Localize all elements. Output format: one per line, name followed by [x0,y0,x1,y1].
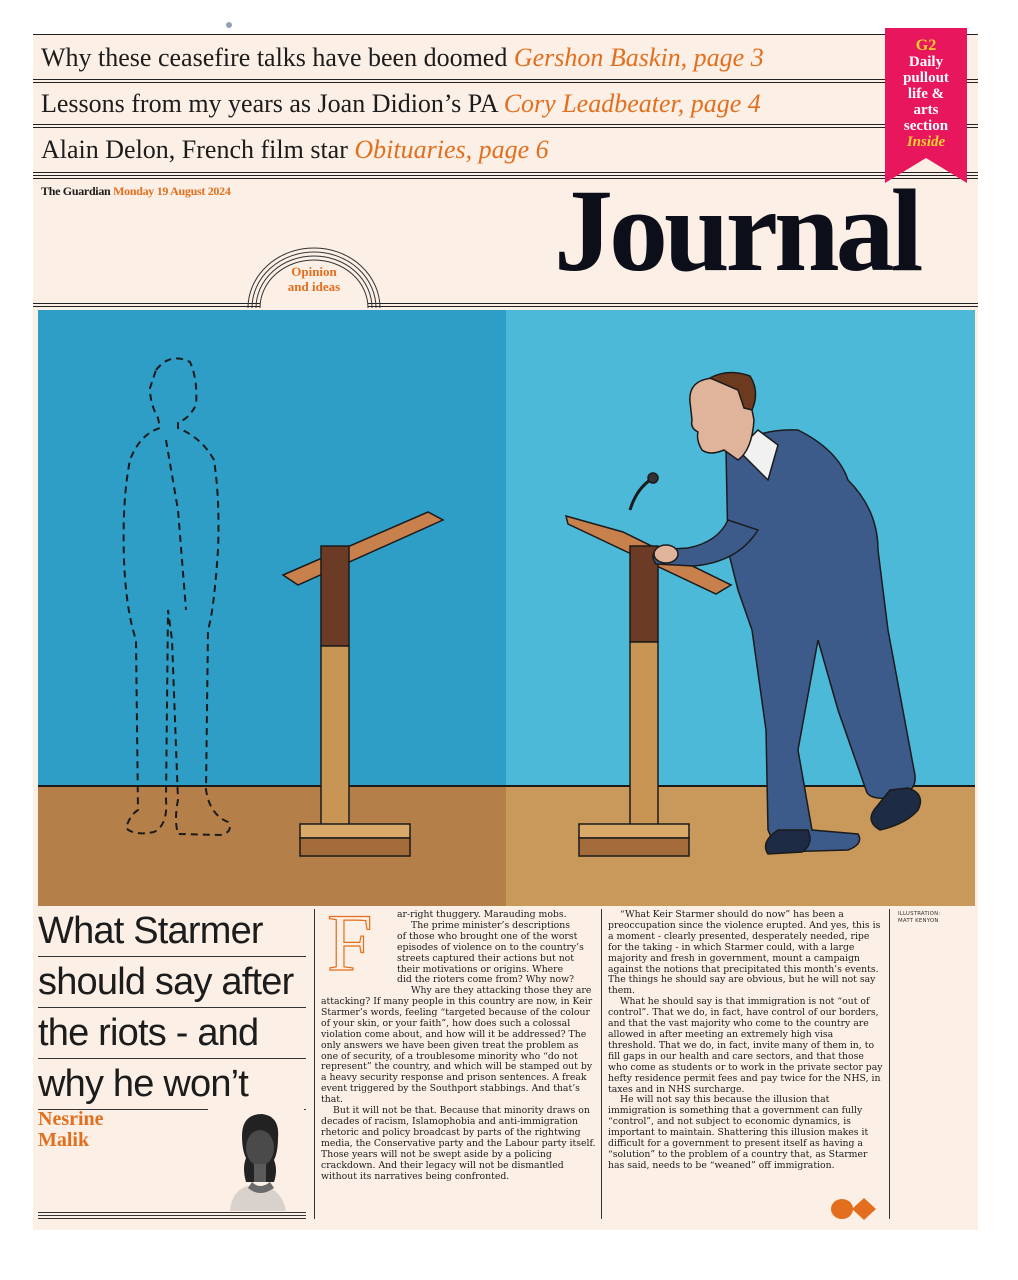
headline-bottom-rules [38,1212,306,1221]
masthead-meta [41,184,231,199]
byline[interactable] [38,1109,158,1151]
ribbon-line: pullout [903,70,949,86]
headline[interactable] [38,906,306,1110]
headline-line: why he won’t [38,1059,306,1110]
teaser-ceasefire[interactable] [41,43,764,73]
paragraph: But it will not be that. Because that minority draws on decades of racism, Islamophobia and anti-immigration rhetoric and policy broadcast by parts of the rightwing media, the Conservative party and the Labour party itself. Those years will not be swept aside by a policing crackdown. And their legacy will not be dismantled without its narratives being confronted. [321,1105,596,1182]
dropcap-line: did the rioters come from? Why now? [397,974,575,986]
column-rule [314,909,315,1219]
teaser-didion[interactable] [41,89,761,119]
teaser-highlight: Cory Leadbeater, page 4 [503,89,761,118]
teaser-highlight: Gershon Baskin, page 3 [513,43,764,72]
ribbon-line: arts [913,102,939,118]
dropcap-line: ar-right thuggery. Marauding mobs. [397,909,567,920]
paragraph: “What Keir Starmer should do now” has been a preoccupation since the violence erupted. And yes, this is a moment - clearly presented, desperately needed, ripe for the taking - in which Starmer could, with a large majority and fresh in government, mount a campaign against the notions that precipitated this month’s events. The things he should say are obvious, but he will not say them. [608,909,881,997]
dropcap-line: The prime minister’s descriptions [411,919,571,931]
dropcap-line: Why are they attacking those they are [411,985,592,997]
article-column-2 [608,910,884,1172]
author-portrait [208,1108,304,1211]
section-title: Journal [554,165,920,296]
issue-date: Monday 19 August 2024 [113,184,231,198]
dropcap-line: episodes of violence on to the country’s [397,941,584,953]
dropcap-letter [323,910,389,974]
headline-line: the riots - and [38,1008,306,1059]
ribbon-line: Daily [908,54,944,70]
column-rule [601,909,602,1219]
dropcap-line: streets captured their actions but not [397,952,575,964]
ribbon-line: life & [907,86,945,102]
credit-label: ILLUSTRATION: [898,911,941,917]
stamp-line: Opinion [291,264,337,279]
teaser-highlight: Obituaries, page 6 [354,135,549,164]
teaser-text: Lessons from my years as Joan Didion’s PA [41,89,504,118]
illustration-credit [898,911,968,925]
author-first-name: Nesrine [38,1108,104,1130]
headline-line: should say after [38,957,306,1008]
column-rule [889,909,890,1219]
podium-illustration [38,310,975,906]
continue-arrow-icon[interactable] [830,1196,880,1222]
article-column-1 [321,997,597,1182]
ribbon-line: section [903,118,949,134]
paragraph: He will not say this because the illusion that immigration is something that a government can fully “control”, and not subject to economic dynamics, is important to maintain. Shattering this illusion makes it difficult for a government to present itself as having a “solution” to the problem of a country that, as Starmer has said, needs to be “weaned” off immigration. [608,1094,869,1171]
article-column-1-top [397,910,597,997]
paragraph: What he should say is that immigration is not “out of control”. That we do, in fact, have control of our borders, and that the vast majority who come to the country are allowed in after meeting an extremely high visa threshold. That we do, in fact, invite many of them in, to fill gaps in our health and care sectors, and that those who come as students or to work in the private sector pay hefty residence permit fees and pay twice for the NHS, in taxes and in NHS surcharge. [608,996,883,1095]
dropcap-glyph: F [327,910,373,974]
opinion-stamp-label [270,264,358,294]
credit-name: MATT KENYON [898,918,939,924]
paragraph: attacking? If many people in this country are now, in Keir Starmer’s words, feeling “targeted because of the colour of your skin, or your faith”, how does such a colossal violation come about, and how will it be addressed? The only answers we have been given treat the problem as one of security, of a troublesome minority who “do not represent” the country, and which will be stamped out by a heavy security response and prison sentences. A freak event triggered by the Southport stabbings. And that’s that. [321,996,593,1106]
headline-line: What Starmer [38,906,306,957]
stamp-line: and ideas [287,279,341,294]
page-dot [226,22,232,28]
paper-name: The Guardian [41,184,111,198]
ribbon-inside: Inside [906,134,946,150]
teaser-text: Why these ceasefire talks have been doomed [41,43,514,72]
g2-ribbon-label[interactable] [885,38,967,150]
ribbon-g2: G2 [915,37,937,54]
author-last-name: Malik [38,1129,90,1151]
teaser-text: Alain Delon, French film star [41,135,355,164]
dropcap-line: their motivations or origins. Where [397,963,564,975]
teaser-delon[interactable] [41,135,549,165]
dropcap-line: of those who brought one of the worst [397,930,578,942]
